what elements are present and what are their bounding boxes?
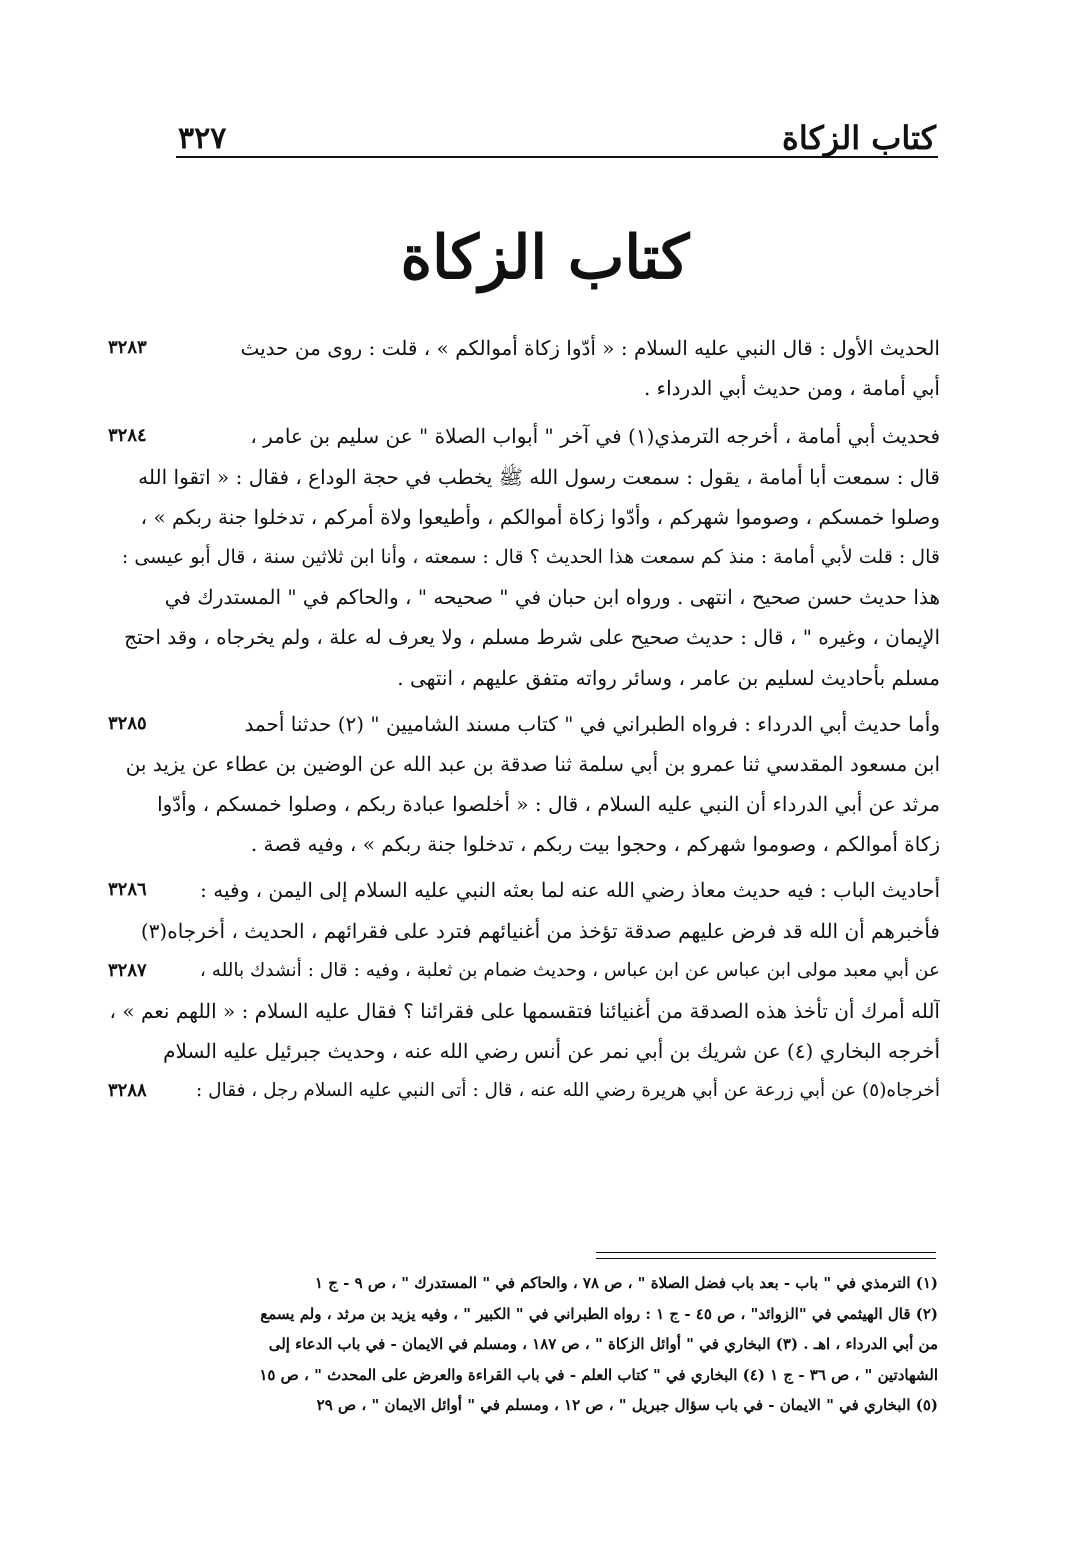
hadith-paragraph: [110, 416, 940, 697]
hadith-paragraph: [110, 870, 940, 950]
text-line: مرثد عن أبي الدرداء أن النبي عليه السلام ، قال : « أخلصوا عبادة ربكم ، وصلوا خمسكم ، وأدّوا: [157, 792, 940, 817]
footnote-line: الشهادتين " ، ص ٣٦ - ج ١ (٤) البخاري في " كتاب العلم - في باب القراءة والعرض على المحدث " ، ص ١٥: [259, 1365, 938, 1384]
hadith-number: ٣٢٨٥: [108, 712, 147, 734]
hadith-number: ٣٢٨٧: [108, 959, 147, 981]
footnotes: [150, 1268, 938, 1421]
footnote-rule: [596, 1252, 936, 1253]
text-line: أبي أمامة ، ومن حديث أبي الدرداء .: [643, 376, 940, 401]
text-line: وصلوا خمسكم ، وصوموا شهركم ، وأدّوا زكاة أموالكم ، وأطيعوا ولاة أمركم ، تدخلوا جنة ربكم » ،: [140, 504, 940, 529]
text-line: زكاة أموالكم ، وصوموا شهركم ، وحجوا بيت ربكم ، تدخلوا جنة ربكم » ، وفيه قصة .: [250, 832, 940, 857]
text-line: الحديث الأول : قال النبي عليه السلام : « أدّوا زكاة أموالكم » ، قلت : روى من حديث: [240, 336, 940, 360]
header-rule: [176, 156, 938, 158]
chapter-title: كتاب الزكاة: [400, 223, 690, 293]
text-line: قال : قلت لأبي أمامة : منذ كم سمعت هذا الحديث ؟ قال : سمعته ، وأنا ابن ثلاثين سنة ، قال أبو عيسى :: [121, 545, 940, 568]
hadith-paragraph: [110, 1071, 940, 1111]
text-line: هذا حديث حسن صحيح ، انتهى . ورواه ابن حبان في " صحيحه " ، والحاكم في " المستدرك في: [164, 585, 940, 610]
text-line: مسلم بأحاديث لسليم بن عامر ، وسائر رواته متفق عليهم ، انتهى .: [397, 665, 940, 690]
text-line: أخرجاه(٥) عن أبي زرعة عن أبي هريرة رضي الله عنه ، قال : أتى النبي عليه السلام رجل ، فقال :: [196, 1080, 940, 1102]
text-line: فحديث أبي أمامة ، أخرجه الترمذي(١) في آخر " أبواب الصلاة " عن سليم بن عامر ،: [250, 424, 940, 449]
page-number: ٣٢٧: [178, 121, 227, 156]
text-line: أخرجه البخاري (٤) عن شريك بن أبي نمر عن أنس رضي الله عنه ، وحديث جبرئيل عليه السلام: [163, 1039, 940, 1064]
hadith-paragraph: [110, 951, 940, 1072]
hadith-paragraph: [110, 328, 940, 408]
running-head: [178, 110, 936, 157]
hadith-number: ٣٢٨٦: [108, 879, 147, 901]
footnote-line: (٢) قال الهيثمي في "الزوائد" ، ص ٤٥ - ج ١ : رواه الطبراني في " الكبير " ، وفيه يزيد بن مرثد ، ولم يسمع: [260, 1304, 938, 1323]
hadith-number: ٣٢٨٣: [108, 337, 147, 358]
footnote-rule-secondary: [596, 1258, 936, 1259]
text-line: عن أبي معبد مولى ابن عباس عن ابن عباس ، وحديث ضمام بن ثعلبة ، وفيه : قال : أنشدك بالله ،: [199, 959, 940, 981]
text-line: وأما حديث أبي الدرداء : فرواه الطبراني في " كتاب مسند الشاميين " (٢) حدثنا أحمد: [244, 711, 940, 736]
text-line: الإيمان ، وغيره " ، قال : حديث صحيح على شرط مسلم ، ولا يعرف له علة ، ولم يخرجاه ، وقد احتج: [124, 625, 940, 650]
hadith-paragraph: [110, 704, 940, 865]
footnote-line: (٥) البخاري في " الايمان - في باب سؤال جبريل " ، ص ١٢ ، ومسلم في " أوائل الايمان " ، ص ٢٩: [316, 1396, 938, 1414]
main-text: [110, 328, 940, 1112]
footnote-line: من أبي الدرداء ، اهـ . (٣) البخاري في " أوائل الزكاة " ، ص ١٨٧ ، ومسلم في الايمان - في باب الدعاء إلى: [268, 1335, 938, 1353]
footnote-line: (١) الترمذي في " باب - بعد باب فضل الصلاة " ، ص ٧٨ ، والحاكم في " المستدرك " ، ص ٩ - ج ١: [314, 1274, 938, 1292]
text-line: فأخبرهم أن الله قد فرض عليهم صدقة تؤخذ من أغنيائهم فترد على فقرائهم ، الحديث ، أخرجاه(٣): [140, 918, 940, 943]
text-line: ابن مسعود المقدسي ثنا عمرو بن أبي سلمة ثنا صدقة بن عبد الله عن الوضين بن عطاء عن يزيد بن: [125, 751, 940, 776]
hadith-number: ٣٢٨٤: [108, 425, 147, 447]
text-line: قال : سمعت أبا أمامة ، يقول : سمعت رسول الله ﷺ يخطب في حجة الوداع ، فقال : « اتقوا الله: [138, 464, 940, 489]
hadith-number: ٣٢٨٨: [108, 1080, 147, 1102]
text-line: أحاديث الباب : فيه حديث معاذ رضي الله عنه لما بعثه النبي عليه السلام إلى اليمن ، وفيه :: [200, 878, 940, 903]
running-title: كتاب الزكاة: [782, 119, 936, 157]
text-line: آلله أمرك أن تأخذ هذه الصدقة من أغنيائنا فتقسمها على فقرائنا ؟ فقال عليه السلام : « اللهم نعم » ،: [110, 999, 940, 1023]
